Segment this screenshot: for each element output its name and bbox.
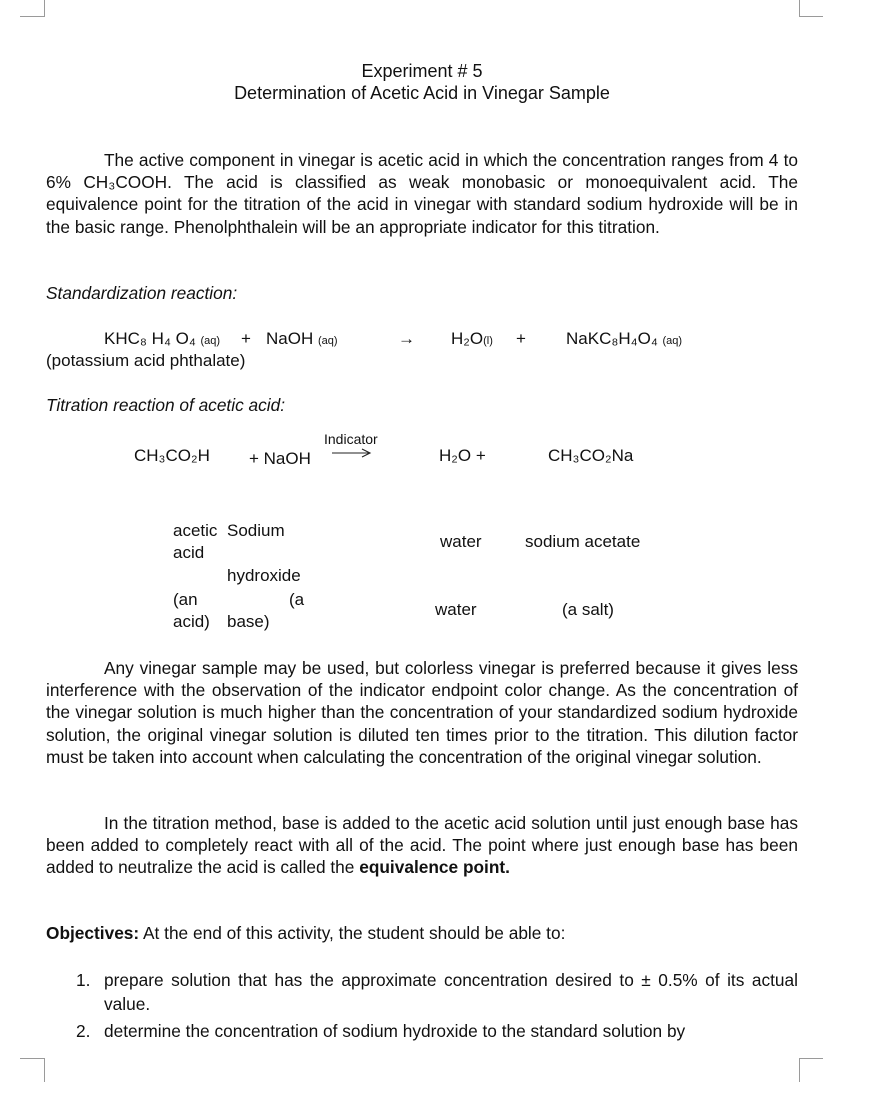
crop-mark-bottom-right-h [799,1058,823,1059]
crop-mark-top-right-h [799,16,823,17]
objective-item-2 [76,1019,798,1043]
crop-mark-top-left [44,0,45,16]
std-plus-1: + [241,329,251,348]
label-water-2: water [435,600,477,619]
std-reactant-2-state: (aq) [317,335,338,347]
equivalence-point-term: equivalence point. [359,857,510,878]
std-reactant-2 [266,329,338,349]
intro-paragraph [46,149,798,238]
label-an: (an [173,590,198,609]
crop-mark-top-right [799,0,800,16]
std-product-1 [451,329,493,349]
objectives-line [46,923,565,944]
objective-text: determine the concentration of sodium hydroxide to the standard solution by [104,1021,686,1041]
label-base: base) [227,612,270,631]
std-arrow: → [398,329,415,348]
std-reactant-1-formula: KHC₈ H₄ O₄ [104,329,196,348]
objective-item-1 [76,968,798,1016]
crop-mark-bottom-left-h [20,1058,45,1059]
objective-text: prepare solution that has the approximate concentration desired to ± 0.5% of its actual value. [104,970,798,1014]
objectives-label: Objectives: [46,923,140,943]
tit-reactant-2: + NaOH [249,449,311,468]
std-product-2-state: (aq) [662,335,683,347]
objective-number: 1. [76,970,91,990]
intro-text: The active component in vinegar is acetic acid in which the concentration ranges from 4 to 6% CH₃COOH. The acid is classified as weak monobasic or monoequivalent acid. The equivalence point for the titration of the acid in vinegar with standard sodium hydroxide will be in the basic range. Phenolphthalein will be an appropriate indicator for this titration. [46,150,798,237]
tit-product-2: CH₃CO₂Na [548,446,634,465]
tit-reactant-1: CH₃CO₂H [134,446,210,465]
std-plus-2: + [516,329,526,348]
label-sodium: Sodium [227,521,285,540]
standardization-heading: Standardization reaction: [46,283,238,303]
std-product-2 [566,329,682,349]
indicator-arrow [324,431,390,463]
std-reactant-1-state: (aq) [200,335,221,347]
label-acid: acid [173,543,205,562]
std-note: (potassium acid phthalate) [46,351,246,370]
std-product-2-formula: NaKC₈H₄O₄ [566,329,658,348]
label-acetic: acetic [173,521,218,540]
title-line-1: Experiment # 5 [361,61,483,81]
std-reactant-2-formula: NaOH [266,329,314,348]
std-product-1-formula: H₂O [451,329,484,348]
title-line-2: Determination of Acetic Acid in Vinegar Sample [234,83,610,103]
paragraph-2-text: Any vinegar sample may be used, but colorless vinegar is preferred because it gives less interference with the observation of the indicator endpoint color change. As the concentration of the vinegar solution is much higher than the concentration of your standardized sodium hydroxide solution, the original vinegar solution is diluted ten times prior to the titration. This dilution factor must be taken into account when calculating the concentration of the original vinegar solution. [46,658,798,767]
crop-mark-bottom-right [799,1058,800,1082]
label-water-1: water [440,532,482,551]
objectives-intro: At the end of this activity, the student should be able to: [139,923,566,943]
objective-number: 2. [76,1021,91,1041]
label-a-salt: (a salt) [562,600,614,619]
label-sodium-acetate: sodium acetate [525,532,641,551]
long-arrow-icon [332,448,376,462]
std-product-1-state: (l) [483,335,493,347]
tit-product-1: H₂O + [439,446,486,465]
label-hydroxide: hydroxide [227,566,301,585]
crop-mark-bottom-left [44,1058,45,1082]
paragraph-3 [46,812,798,879]
titration-heading: Titration reaction of acetic acid: [46,395,286,415]
std-reactant-1 [104,329,220,349]
label-acid-close: acid) [173,612,210,631]
crop-mark-top-left-h [20,16,45,17]
paragraph-3-text: In the titration method, base is added to the acetic acid solution until just enough base has been added to completely react with all of the acid. The point where just enough base has been added to neutralize the acid is called the [46,813,798,878]
label-a: (a [289,590,305,609]
indicator-label: Indicator [324,431,378,447]
paragraph-2 [46,657,798,768]
